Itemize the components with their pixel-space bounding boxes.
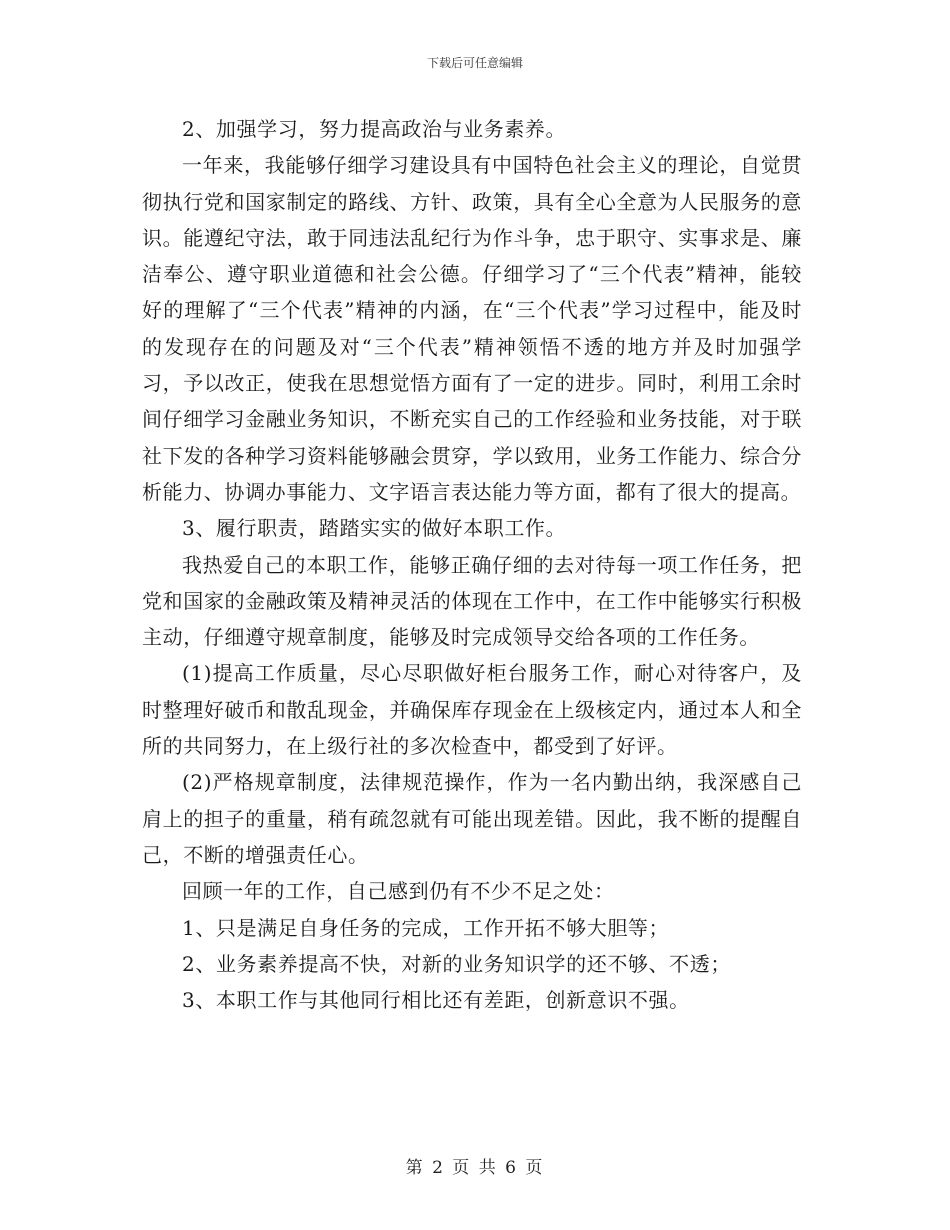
page-number: 第 2 页 共 6 页 — [405, 1158, 545, 1178]
list-item-2: (2)严格规章制度，法律规范操作，作为一名内勤出纳，我深感自己肩上的担子的重量，稍有疏忽就有可能出现差错。因此，我不断的提醒自己，不断的增强责任心。 — [142, 770, 802, 867]
section-heading-2: 2、加强学习，努力提高政治与业务素养。 — [182, 117, 567, 141]
page-header: 下载后可任意编辑 — [426, 56, 523, 70]
shortcoming-item-1: 1、只是满足自身任务的完成，工作开拓不够大胆等； — [182, 915, 670, 940]
shortcoming-item-3: 3、本职工作与其他同行相比还有差距，创新意识不强。 — [182, 988, 690, 1013]
document-body — [142, 111, 802, 1018]
list-item-1: (1)提高工作质量，尽心尽职做好柜台服务工作，耐心对待客户，及时整理好破币和散乱现金，并确保库存现金在上级核定内，通过本人和全所的共同努力，在上级行社的多次检查中，都受到了好评。 — [142, 661, 802, 759]
section-heading-3: 3、履行职责，踏踏实实的做好本职工作。 — [182, 516, 567, 541]
body-paragraph: 回顾一年的工作，自己感到仍有不少不足之处： — [182, 879, 615, 904]
body-paragraph: 一年来，我能够仔细学习建设具有中国特色社会主义的理论，自觉贯彻执行党和国家制定的路线、方针、政策，具有全心全意为人民服务的意识。能遵纪守法，敢于同违法乱纪行为作斗争，忠于职守、实事求是、廉洁奉公、遵守职业道德和社会公德。仔细学习了“三个代表”精神，能较好的理解了“三个代表”精神的内涵，在“三个代表”学习过程中，能及时的发现存在的问题及对“三个代表”精神领悟不透的地方并及时加强学习，予以改正，使我在思想觉悟方面有了一定的进步。同时，利用工余时间仔细学习金融业务知识，不断充实自己的工作经验和业务技能，对于联社下发的各种学习资料能够融会贯穿，学以致用，业务工作能力、综合分析能力、协调办事能力、文字语言表达能力等方面，都有了很大的提高。 — [142, 153, 802, 504]
shortcoming-item-2: 2、业务素养提高不快，对新的业务知识学的还不够、不透； — [182, 951, 731, 976]
body-paragraph: 我热爱自己的本职工作，能够正确仔细的去对待每一项工作任务，把党和国家的金融政策及精神灵活的体现在工作中，在工作中能够实行积极主动，仔细遵守规章制度，能够及时完成领导交给各项的工作任务。 — [142, 552, 802, 650]
